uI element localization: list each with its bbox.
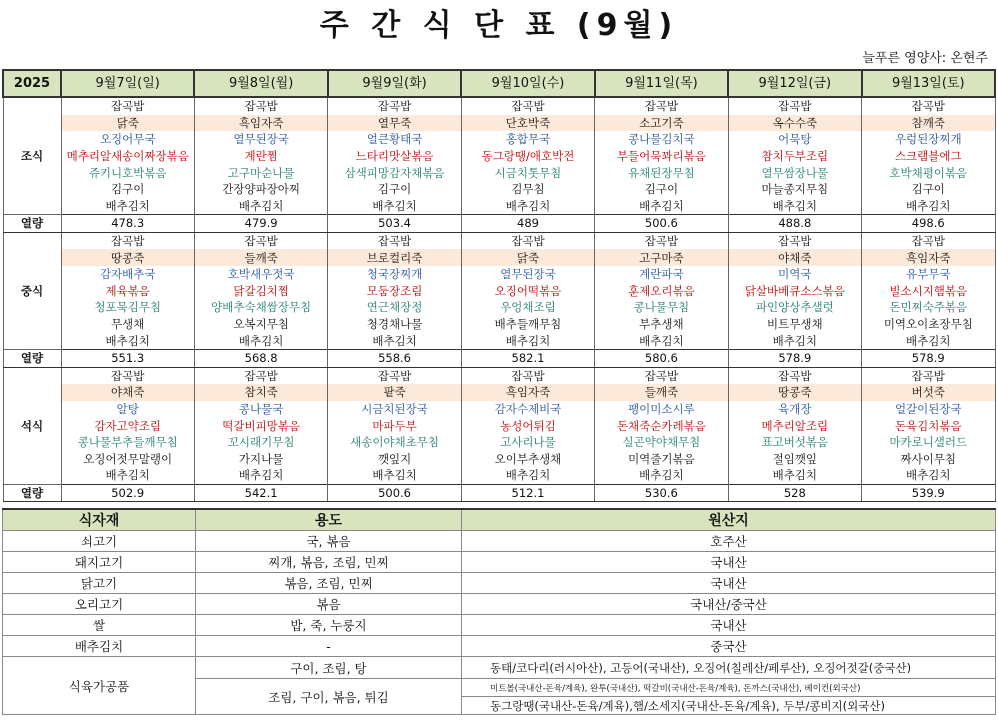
kcal-cell: 539.9 xyxy=(862,484,995,502)
meal-label: 중식 xyxy=(3,232,61,349)
menu-cell: 참치죽 xyxy=(194,384,327,401)
menu-cell: 야채죽 xyxy=(61,384,194,401)
menu-cell: 배추김치 xyxy=(328,332,461,349)
menu-cell: 잡곡밥 xyxy=(194,367,327,384)
kcal-cell: 488.8 xyxy=(728,215,861,233)
menu-row xyxy=(3,467,995,484)
menu-row xyxy=(3,384,995,401)
menu-cell: 잡곡밥 xyxy=(862,367,995,384)
menu-cell: 계란찜 xyxy=(194,148,327,165)
day-header: 9월7일(일) xyxy=(61,70,194,97)
menu-cell: 유채된장무침 xyxy=(595,164,728,181)
menu-cell: 배추김치 xyxy=(328,198,461,215)
menu-cell: 흑임자죽 xyxy=(862,249,995,266)
menu-cell: 배추김치 xyxy=(862,467,995,484)
kcal-label: 열량 xyxy=(3,215,61,233)
menu-cell: 농성어튀김 xyxy=(461,417,594,434)
menu-cell: 얼큰황태국 xyxy=(328,131,461,148)
menu-row xyxy=(3,283,995,300)
menu-cell: 쥬키니호박볶음 xyxy=(61,164,194,181)
menu-cell: 모둠장조림 xyxy=(328,283,461,300)
menu-cell: 열무쌈장나물 xyxy=(728,164,861,181)
menu-cell: 청국장찌개 xyxy=(328,266,461,283)
menu-cell: 배추김치 xyxy=(728,332,861,349)
menu-row xyxy=(3,232,995,249)
menu-cell: 콩나물무침 xyxy=(595,299,728,316)
kcal-cell: 500.6 xyxy=(328,484,461,502)
menu-row xyxy=(3,417,995,434)
origin-country: 국내산 xyxy=(462,615,996,636)
menu-cell: 잡곡밥 xyxy=(194,97,327,115)
origin-country: 호주산 xyxy=(462,531,996,552)
menu-cell: 배추김치 xyxy=(194,198,327,215)
menu-cell: 마카로니샐러드 xyxy=(862,434,995,451)
kcal-label: 열량 xyxy=(3,349,61,367)
menu-cell: 연근채장정 xyxy=(328,299,461,316)
menu-cell: 시금치된장국 xyxy=(328,401,461,418)
meal-label: 석식 xyxy=(3,367,61,484)
origin-country: 미트볼(국내산-돈육/계육), 완투(국내산), 떡갈비(국내산-돈육/계육), 돈까스(국내산), 베이컨(외국산) xyxy=(462,679,996,697)
menu-row xyxy=(3,164,995,181)
menu-cell: 알탕 xyxy=(61,401,194,418)
menu-cell: 메추리알조림 xyxy=(728,417,861,434)
menu-cell: 소고기죽 xyxy=(595,115,728,132)
menu-cell: 삼색피망감자채볶음 xyxy=(328,164,461,181)
menu-cell: 김구이 xyxy=(61,181,194,198)
origin-row xyxy=(3,573,996,594)
day-header: 9월12일(금) xyxy=(728,70,861,97)
menu-cell: 흑임자죽 xyxy=(461,384,594,401)
kcal-cell: 528 xyxy=(728,484,861,502)
menu-cell: 팥죽 xyxy=(328,384,461,401)
origin-use: 조림, 구이, 볶음, 튀김 xyxy=(196,679,462,715)
menu-cell: 부추생채 xyxy=(595,316,728,333)
menu-cell: 훈제오리볶음 xyxy=(595,283,728,300)
menu-cell: 돈육김치볶음 xyxy=(862,417,995,434)
menu-cell: 비트무생채 xyxy=(728,316,861,333)
origin-row xyxy=(3,531,996,552)
menu-cell: 땅콩죽 xyxy=(61,249,194,266)
origin-country: 중국산 xyxy=(462,636,996,657)
menu-cell: 잡곡밥 xyxy=(862,97,995,115)
kcal-cell: 502.9 xyxy=(61,484,194,502)
menu-cell: 옥수수죽 xyxy=(728,115,861,132)
kcal-cell: 551.3 xyxy=(61,349,194,367)
menu-cell: 무생채 xyxy=(61,316,194,333)
menu-cell: 배추김치 xyxy=(328,467,461,484)
origin-use: 찌개, 볶음, 조림, 민찌 xyxy=(196,552,462,573)
menu-cell: 배추김치 xyxy=(61,332,194,349)
origin-country: 동그랑땡(국내산-돈육/계육),햄/소세지(국내산-돈육/계육), 두부/콩비지(외국산) xyxy=(462,697,996,715)
day-header: 9월11일(목) xyxy=(595,70,728,97)
menu-cell: 감자고약조림 xyxy=(61,417,194,434)
day-header: 9월13일(토) xyxy=(862,70,995,97)
menu-cell: 배추김치 xyxy=(461,467,594,484)
origin-item: 식육가공품 xyxy=(3,657,196,715)
origin-use: 구이, 조림, 탕 xyxy=(196,657,462,679)
menu-cell: 브로컬리죽 xyxy=(328,249,461,266)
menu-cell: 땅콩죽 xyxy=(728,384,861,401)
origin-header: 식자재 xyxy=(3,509,196,531)
menu-cell: 호박채평이볶음 xyxy=(862,164,995,181)
origin-header-row xyxy=(3,509,996,531)
menu-cell: 열무된장국 xyxy=(194,131,327,148)
menu-cell: 잡곡밥 xyxy=(61,97,194,115)
menu-cell: 콩나물국 xyxy=(194,401,327,418)
menu-cell: 고구마죽 xyxy=(595,249,728,266)
menu-cell: 참깨죽 xyxy=(862,115,995,132)
kcal-cell: 478.3 xyxy=(61,215,194,233)
menu-row xyxy=(3,401,995,418)
menu-cell: 실곤약야채무침 xyxy=(595,434,728,451)
kcal-cell: 479.9 xyxy=(194,215,327,233)
year-cell: 2025 xyxy=(3,70,61,97)
menu-cell: 청경채나물 xyxy=(328,316,461,333)
menu-cell: 열무죽 xyxy=(328,115,461,132)
menu-cell: 마파두부 xyxy=(328,417,461,434)
kcal-cell: 582.1 xyxy=(461,349,594,367)
menu-cell: 배추김치 xyxy=(61,198,194,215)
menu-cell: 김구이 xyxy=(595,181,728,198)
menu-cell: 야채죽 xyxy=(728,249,861,266)
menu-cell: 김구이 xyxy=(862,181,995,198)
origin-use: 볶음, 조림, 민찌 xyxy=(196,573,462,594)
menu-cell: 어묵탕 xyxy=(728,131,861,148)
menu-cell: 들깨죽 xyxy=(194,249,327,266)
menu-cell: 느타리맛살볶음 xyxy=(328,148,461,165)
origin-country: 동태/코다리(러시아산), 고등어(국내산), 오징어(칠레산/페루산), 오징어젓갈(중국산) xyxy=(462,657,996,679)
menu-cell: 간장양파장아찌 xyxy=(194,181,327,198)
menu-row xyxy=(3,316,995,333)
menu-cell: 오징어떡볶음 xyxy=(461,283,594,300)
menu-cell: 배추김치 xyxy=(194,332,327,349)
origin-row xyxy=(3,657,996,679)
menu-cell: 고사리나물 xyxy=(461,434,594,451)
menu-cell: 열무된장국 xyxy=(461,266,594,283)
menu-cell: 호박새우젓국 xyxy=(194,266,327,283)
origin-country: 국내산 xyxy=(462,573,996,594)
menu-cell: 버섯죽 xyxy=(862,384,995,401)
menu-cell: 오징어젓무말랭이 xyxy=(61,450,194,467)
origin-item: 오리고기 xyxy=(3,594,196,615)
menu-cell: 배추김치 xyxy=(728,198,861,215)
menu-cell: 얼갈이된장국 xyxy=(862,401,995,418)
menu-cell: 오이부추생채 xyxy=(461,450,594,467)
menu-row xyxy=(3,181,995,198)
day-header: 9월8일(월) xyxy=(194,70,327,97)
kcal-cell: 498.6 xyxy=(862,215,995,233)
menu-cell: 미역오이초장무침 xyxy=(862,316,995,333)
menu-row xyxy=(3,434,995,451)
menu-row xyxy=(3,249,995,266)
menu-cell: 마늘종지무침 xyxy=(728,181,861,198)
menu-cell: 우엉채조림 xyxy=(461,299,594,316)
menu-cell: 콩나물김치국 xyxy=(595,131,728,148)
menu-cell: 배추김치 xyxy=(595,467,728,484)
menu-cell: 잡곡밥 xyxy=(461,367,594,384)
menu-cell: 닭살바베큐소스볶음 xyxy=(728,283,861,300)
menu-cell: 흑임자죽 xyxy=(194,115,327,132)
menu-cell: 잡곡밥 xyxy=(595,367,728,384)
origin-use: 국, 볶음 xyxy=(196,531,462,552)
origin-table xyxy=(2,508,996,715)
menu-cell: 돈채죽순카레볶음 xyxy=(595,417,728,434)
menu-cell: 시금치톳무침 xyxy=(461,164,594,181)
origin-item: 배추김치 xyxy=(3,636,196,657)
menu-row xyxy=(3,198,995,215)
menu-cell: 잡곡밥 xyxy=(61,367,194,384)
menu-cell: 메추리알새송이짜장볶음 xyxy=(61,148,194,165)
menu-cell: 김무침 xyxy=(461,181,594,198)
menu-cell: 유부무국 xyxy=(862,266,995,283)
menu-cell: 잡곡밥 xyxy=(461,97,594,115)
menu-cell: 배추김치 xyxy=(595,198,728,215)
menu-row xyxy=(3,266,995,283)
menu-cell: 배추김치 xyxy=(728,467,861,484)
menu-row xyxy=(3,299,995,316)
origin-use: 볶음 xyxy=(196,594,462,615)
menu-cell: 김구이 xyxy=(328,181,461,198)
menu-cell: 닭갈김치찜 xyxy=(194,283,327,300)
menu-cell: 단호박죽 xyxy=(461,115,594,132)
menu-cell: 스크램블에그 xyxy=(862,148,995,165)
menu-cell: 잡곡밥 xyxy=(461,232,594,249)
kcal-cell: 530.6 xyxy=(595,484,728,502)
menu-cell: 배추김치 xyxy=(862,198,995,215)
origin-header: 원산지 xyxy=(462,509,996,531)
menu-cell: 떡갈비피망볶음 xyxy=(194,417,327,434)
kcal-cell: 568.8 xyxy=(194,349,327,367)
kcal-cell: 580.6 xyxy=(595,349,728,367)
kcal-cell: 489 xyxy=(461,215,594,233)
origin-row xyxy=(3,636,996,657)
origin-item: 쌀 xyxy=(3,615,196,636)
menu-row xyxy=(3,450,995,467)
menu-cell: 배추김치 xyxy=(461,198,594,215)
menu-cell: 잡곡밥 xyxy=(595,97,728,115)
menu-cell: 가지나물 xyxy=(194,450,327,467)
menu-cell: 절임깻잎 xyxy=(728,450,861,467)
menu-row xyxy=(3,131,995,148)
menu-cell: 새송이야채초무침 xyxy=(328,434,461,451)
menu-cell: 미역국 xyxy=(728,266,861,283)
menu-cell: 꼬시래기무침 xyxy=(194,434,327,451)
kcal-cell: 578.9 xyxy=(862,349,995,367)
origin-row xyxy=(3,594,996,615)
menu-cell: 잡곡밥 xyxy=(862,232,995,249)
menu-cell: 배추김치 xyxy=(862,332,995,349)
menu-cell: 육개장 xyxy=(728,401,861,418)
meal-label: 조식 xyxy=(3,97,61,215)
origin-row xyxy=(3,552,996,573)
kcal-cell: 558.6 xyxy=(328,349,461,367)
menu-cell: 잡곡밥 xyxy=(61,232,194,249)
kcal-row xyxy=(3,215,995,233)
menu-cell: 배추김치 xyxy=(461,332,594,349)
menu-cell: 닭죽 xyxy=(61,115,194,132)
menu-cell: 우렁된장찌개 xyxy=(862,131,995,148)
menu-row xyxy=(3,367,995,384)
menu-cell: 계란파국 xyxy=(595,266,728,283)
menu-cell: 배추김치 xyxy=(595,332,728,349)
kcal-cell: 500.6 xyxy=(595,215,728,233)
menu-cell: 팽이미소시루 xyxy=(595,401,728,418)
weekly-menu-table xyxy=(2,69,996,502)
menu-cell: 잡곡밥 xyxy=(728,367,861,384)
menu-cell: 제육볶음 xyxy=(61,283,194,300)
menu-cell: 잡곡밥 xyxy=(194,232,327,249)
menu-cell: 청포묵김무침 xyxy=(61,299,194,316)
menu-cell: 콩나물부추들깨무침 xyxy=(61,434,194,451)
menu-cell: 잡곡밥 xyxy=(328,97,461,115)
kcal-row xyxy=(3,484,995,502)
origin-country: 국내산 xyxy=(462,552,996,573)
menu-cell: 닭죽 xyxy=(461,249,594,266)
menu-cell: 잡곡밥 xyxy=(595,232,728,249)
kcal-cell: 542.1 xyxy=(194,484,327,502)
menu-cell: 잡곡밥 xyxy=(728,232,861,249)
origin-row xyxy=(3,615,996,636)
menu-cell: 고구마순나물 xyxy=(194,164,327,181)
menu-cell: 감자수제비국 xyxy=(461,401,594,418)
origin-country: 국내산/중국산 xyxy=(462,594,996,615)
kcal-cell: 503.4 xyxy=(328,215,461,233)
menu-cell: 잡곡밥 xyxy=(728,97,861,115)
menu-cell: 들깨죽 xyxy=(595,384,728,401)
kcal-cell: 512.1 xyxy=(461,484,594,502)
header-row xyxy=(3,70,995,97)
origin-item: 돼지고기 xyxy=(3,552,196,573)
menu-cell: 빌소시지햄볶음 xyxy=(862,283,995,300)
menu-row xyxy=(3,97,995,115)
menu-cell: 깻잎지 xyxy=(328,450,461,467)
menu-cell: 배추김치 xyxy=(61,467,194,484)
menu-cell: 파인양상추샐럿 xyxy=(728,299,861,316)
menu-cell: 잡곡밥 xyxy=(328,232,461,249)
menu-cell: 부들어묵꽈리볶음 xyxy=(595,148,728,165)
origin-item: 쇠고기 xyxy=(3,531,196,552)
menu-row xyxy=(3,332,995,349)
menu-cell: 오징어무국 xyxy=(61,131,194,148)
menu-cell: 짜사이무침 xyxy=(862,450,995,467)
menu-cell: 미역줄기볶음 xyxy=(595,450,728,467)
origin-use: 밥, 죽, 누룽지 xyxy=(196,615,462,636)
kcal-cell: 578.9 xyxy=(728,349,861,367)
menu-row xyxy=(3,115,995,132)
kcal-label: 열량 xyxy=(3,484,61,502)
menu-cell: 홍합무국 xyxy=(461,131,594,148)
kcal-row xyxy=(3,349,995,367)
origin-use: - xyxy=(196,636,462,657)
menu-cell: 양배추숙채쌈장무침 xyxy=(194,299,327,316)
menu-cell: 돈민찌숙주볶음 xyxy=(862,299,995,316)
nutritionist-label: 늘푸른 영양사: 온현주 xyxy=(862,51,988,66)
day-header: 9월9일(화) xyxy=(328,70,461,97)
menu-cell: 배추들깨무침 xyxy=(461,316,594,333)
day-header: 9월10일(수) xyxy=(461,70,594,97)
menu-cell: 잡곡밥 xyxy=(328,367,461,384)
menu-cell: 표고버섯볶음 xyxy=(728,434,861,451)
origin-header: 용도 xyxy=(196,509,462,531)
menu-cell: 배추김치 xyxy=(194,467,327,484)
origin-item: 닭고기 xyxy=(3,573,196,594)
menu-cell: 참치두부조림 xyxy=(728,148,861,165)
menu-cell: 동그랑땡/애호박전 xyxy=(461,148,594,165)
menu-row xyxy=(3,148,995,165)
menu-cell: 감자배추국 xyxy=(61,266,194,283)
page-title: 주 간 식 단 표 (9월) xyxy=(319,8,679,43)
menu-cell: 오복지무침 xyxy=(194,316,327,333)
